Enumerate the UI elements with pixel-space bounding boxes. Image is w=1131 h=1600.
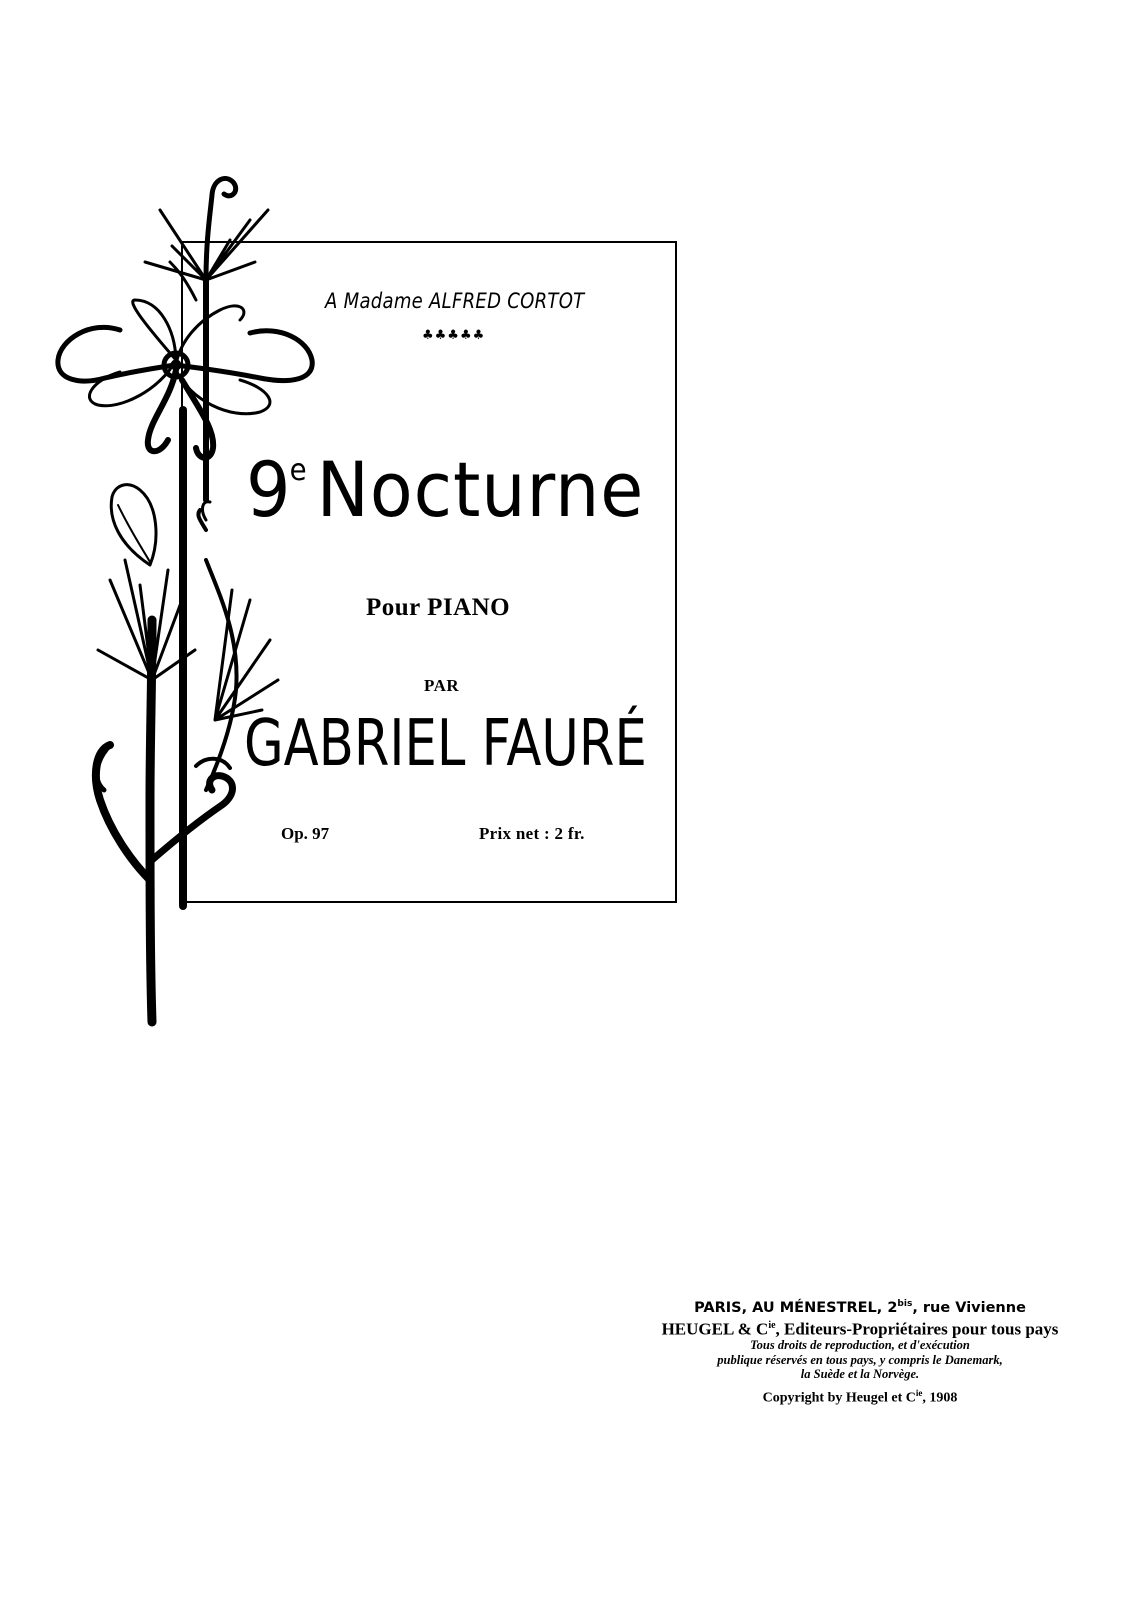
- publisher-name: [620, 1317, 1100, 1339]
- title-superscript: e: [289, 453, 308, 488]
- rights-line-3: la Suède et la Norvège.: [800, 1367, 920, 1382]
- publisher-name-sup: ie: [768, 1319, 776, 1331]
- page-title: [246, 445, 645, 545]
- title-number: 9: [246, 445, 292, 534]
- rights-line-2: publique réservés en tous pays, y compris le Danemark,: [717, 1352, 1003, 1367]
- publisher-address-street: , rue Vivienne: [912, 1299, 1026, 1316]
- publisher-name-text: HEUGEL & C: [661, 1319, 769, 1339]
- opus-number: Op. 97: [281, 824, 330, 843]
- copyright-year: , 1908: [922, 1390, 958, 1406]
- rights-line-1: Tous droits de reproduction, et d'exécution: [750, 1338, 970, 1353]
- publisher-block: [620, 1295, 1100, 1410]
- ornament-divider: ♣♣♣♣♣: [422, 328, 486, 343]
- instrument-line: Pour PIANO: [366, 594, 511, 621]
- publisher-address: [620, 1295, 1100, 1317]
- copyright-text: Copyright by Heugel et C: [762, 1390, 916, 1406]
- composer-name: GABRIEL FAURÉ: [244, 707, 647, 781]
- dedication: A Madame ALFRED CORTOT: [325, 289, 585, 313]
- publisher-address-sup: bis: [897, 1299, 913, 1309]
- publisher-name-suffix: , Editeurs-Propriétaires pour tous pays: [775, 1319, 1059, 1339]
- copyright-notice: [620, 1382, 1100, 1410]
- title-word: Nocturne: [316, 445, 645, 534]
- price: Prix net : 2 fr.: [479, 824, 585, 843]
- by-line: PAR: [424, 676, 460, 695]
- copyright-sup: ie: [915, 1387, 923, 1398]
- publisher-address-text: PARIS, AU MÉNESTREL, 2: [694, 1299, 898, 1316]
